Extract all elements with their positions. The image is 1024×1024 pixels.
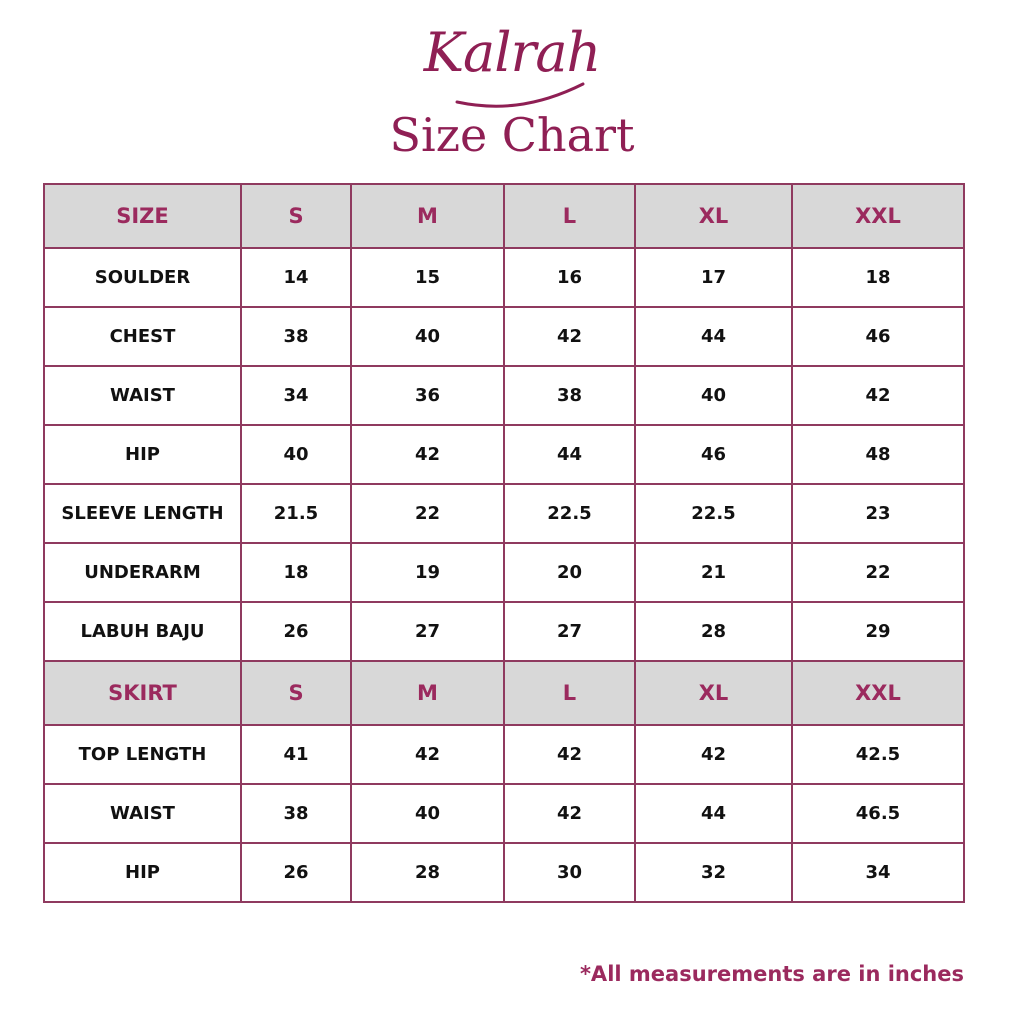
measurement-note: *All measurements are in inches xyxy=(579,962,964,986)
measurement-value: 22.5 xyxy=(635,484,792,543)
measurement-value: 22.5 xyxy=(504,484,635,543)
measurement-label: UNDERARM xyxy=(44,543,241,602)
table-row xyxy=(44,602,964,661)
measurement-value: 14 xyxy=(241,248,351,307)
measurement-value: 46 xyxy=(792,307,964,366)
table-row xyxy=(44,843,964,902)
measurement-value: 16 xyxy=(504,248,635,307)
table-row xyxy=(44,725,964,784)
measurement-value: 21 xyxy=(635,543,792,602)
measurement-value: 27 xyxy=(351,602,504,661)
measurement-label: CHEST xyxy=(44,307,241,366)
measurement-value: 21.5 xyxy=(241,484,351,543)
size-header: M xyxy=(351,184,504,248)
measurement-value: 18 xyxy=(241,543,351,602)
measurement-value: 42 xyxy=(635,725,792,784)
size-header: M xyxy=(351,661,504,725)
measurement-label: HIP xyxy=(44,425,241,484)
table-row xyxy=(44,425,964,484)
table-row xyxy=(44,366,964,425)
measurement-label: WAIST xyxy=(44,366,241,425)
size-header: XL xyxy=(635,661,792,725)
measurement-value: 36 xyxy=(351,366,504,425)
measurement-value: 40 xyxy=(351,307,504,366)
size-header: L xyxy=(504,661,635,725)
measurement-value: 46 xyxy=(635,425,792,484)
header-label: SIZE xyxy=(44,184,241,248)
top_table-header-row xyxy=(44,184,964,248)
size-header: XXL xyxy=(792,661,964,725)
size-header: S xyxy=(241,661,351,725)
table-row xyxy=(44,543,964,602)
measurement-value: 40 xyxy=(351,784,504,843)
table-row xyxy=(44,248,964,307)
table-row xyxy=(44,307,964,366)
measurement-value: 42 xyxy=(792,366,964,425)
size-header: L xyxy=(504,184,635,248)
measurement-value: 19 xyxy=(351,543,504,602)
header-label: SKIRT xyxy=(44,661,241,725)
measurement-value: 42.5 xyxy=(792,725,964,784)
measurement-value: 30 xyxy=(504,843,635,902)
measurement-label: SOULDER xyxy=(44,248,241,307)
measurement-value: 42 xyxy=(351,425,504,484)
size-header: XXL xyxy=(792,184,964,248)
measurement-label: LABUH BAJU xyxy=(44,602,241,661)
measurement-label: HIP xyxy=(44,843,241,902)
measurement-value: 34 xyxy=(241,366,351,425)
measurement-value: 22 xyxy=(351,484,504,543)
measurement-value: 38 xyxy=(504,366,635,425)
page-title: Size Chart xyxy=(389,108,635,162)
table-row xyxy=(44,484,964,543)
measurement-value: 34 xyxy=(792,843,964,902)
measurement-label: SLEEVE LENGTH xyxy=(44,484,241,543)
measurement-value: 28 xyxy=(635,602,792,661)
measurement-value: 41 xyxy=(241,725,351,784)
measurement-value: 23 xyxy=(792,484,964,543)
measurement-label: WAIST xyxy=(44,784,241,843)
measurement-value: 38 xyxy=(241,307,351,366)
measurement-value: 44 xyxy=(504,425,635,484)
brand-name: Kalrah xyxy=(423,21,601,84)
size-chart-table xyxy=(43,183,965,903)
size-header: XL xyxy=(635,184,792,248)
measurement-value: 42 xyxy=(504,307,635,366)
measurement-value: 32 xyxy=(635,843,792,902)
measurement-value: 46.5 xyxy=(792,784,964,843)
measurement-value: 40 xyxy=(241,425,351,484)
measurement-value: 18 xyxy=(792,248,964,307)
measurement-value: 42 xyxy=(504,784,635,843)
measurement-value: 20 xyxy=(504,543,635,602)
measurement-value: 26 xyxy=(241,843,351,902)
measurement-value: 17 xyxy=(635,248,792,307)
measurement-value: 40 xyxy=(635,366,792,425)
logo-swash-icon xyxy=(455,80,585,110)
measurement-value: 15 xyxy=(351,248,504,307)
measurement-label: TOP LENGTH xyxy=(44,725,241,784)
measurement-value: 42 xyxy=(504,725,635,784)
skirt_table-header-row xyxy=(44,661,964,725)
measurement-value: 22 xyxy=(792,543,964,602)
measurement-value: 27 xyxy=(504,602,635,661)
table-row xyxy=(44,784,964,843)
measurement-value: 28 xyxy=(351,843,504,902)
measurement-value: 29 xyxy=(792,602,964,661)
measurement-value: 42 xyxy=(351,725,504,784)
measurement-value: 44 xyxy=(635,784,792,843)
measurement-value: 44 xyxy=(635,307,792,366)
size-header: S xyxy=(241,184,351,248)
measurement-value: 48 xyxy=(792,425,964,484)
measurement-value: 26 xyxy=(241,602,351,661)
measurement-value: 38 xyxy=(241,784,351,843)
